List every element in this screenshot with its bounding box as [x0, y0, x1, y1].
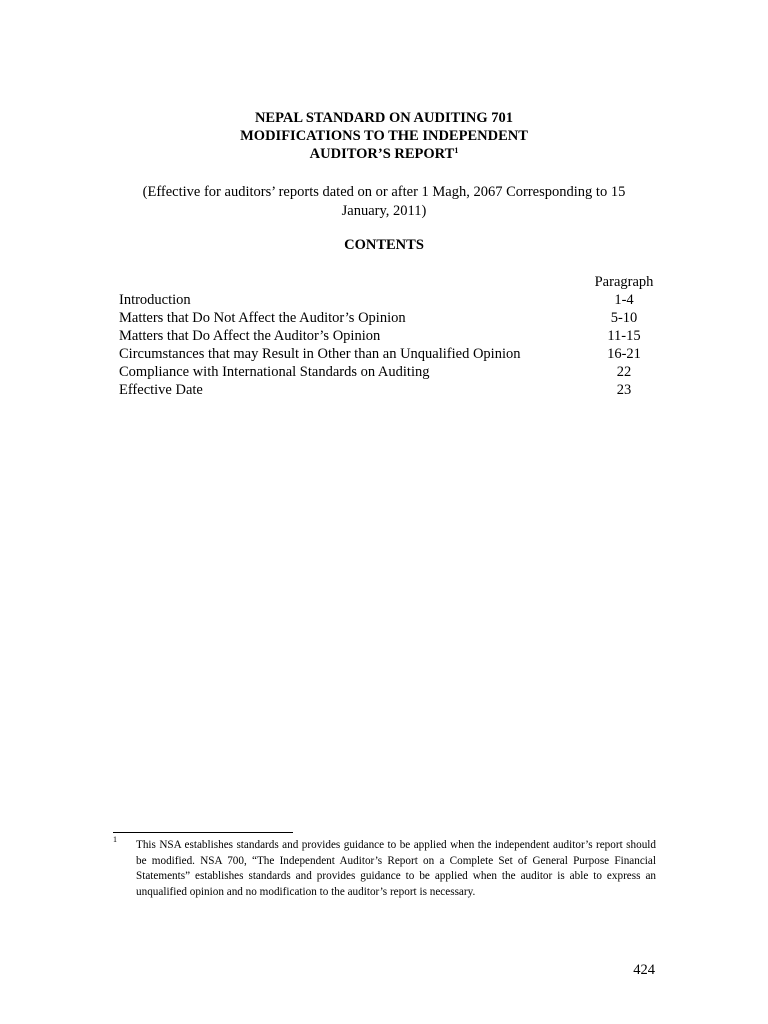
page-number: 424	[633, 962, 655, 978]
contents-heading: CONTENTS	[344, 237, 424, 253]
toc-entry-paragraph: 1-4	[614, 292, 634, 308]
toc-entry-paragraph: 22	[616, 364, 632, 380]
footnote	[113, 835, 656, 900]
footnote-mark: 1	[113, 835, 117, 844]
toc-row	[119, 381, 657, 399]
toc-entry-paragraph: 23	[616, 382, 632, 398]
footnote-text: This NSA establishes standards and provides guidance to be applied when the independent auditor’s report should be modified. NSA 700, “The Independent Auditor’s Report on a Complete Set of General Purpose Financial Statements” establishes standards and provides guidance to be applied when the auditor is able to express an unqualified opinion and no modification to the auditor’s report is necessary.	[136, 839, 656, 898]
effective-date-note: (Effective for auditors’ reports dated on or after 1 Magh, 2067 Corresponding to 15 January, 2011)	[142, 184, 626, 219]
paragraph-column-header: Paragraph	[594, 274, 654, 290]
footnote-separator	[113, 832, 293, 833]
document-title	[0, 109, 768, 163]
toc-entry-title: Matters that Do Not Affect the Auditor’s Opinion	[119, 310, 406, 326]
toc-row	[119, 327, 657, 345]
title-line-3-text: AUDITOR’S REPORT	[309, 146, 455, 162]
toc-entry-paragraph: 11-15	[607, 328, 641, 344]
toc-row	[119, 291, 657, 309]
toc-row	[119, 345, 657, 363]
table-of-contents	[119, 273, 657, 399]
footnote-reference: 1	[454, 146, 459, 155]
toc-entry-title: Effective Date	[119, 382, 203, 398]
title-line-2: MODIFICATIONS TO THE INDEPENDENT	[240, 128, 528, 144]
title-line-1: NEPAL STANDARD ON AUDITING 701	[254, 110, 514, 126]
toc-entry-paragraph: 16-21	[607, 346, 641, 362]
toc-entry-title: Compliance with International Standards on Auditing	[119, 364, 430, 380]
toc-entry-title: Circumstances that may Result in Other than an Unqualified Opinion	[119, 346, 521, 362]
toc-column-header	[119, 273, 657, 291]
title-line-3	[0, 145, 768, 163]
toc-entry-paragraph: 5-10	[610, 310, 638, 326]
toc-entry-title: Introduction	[119, 292, 191, 308]
toc-row	[119, 363, 657, 381]
toc-row	[119, 309, 657, 327]
toc-entry-title: Matters that Do Affect the Auditor’s Opinion	[119, 328, 381, 344]
